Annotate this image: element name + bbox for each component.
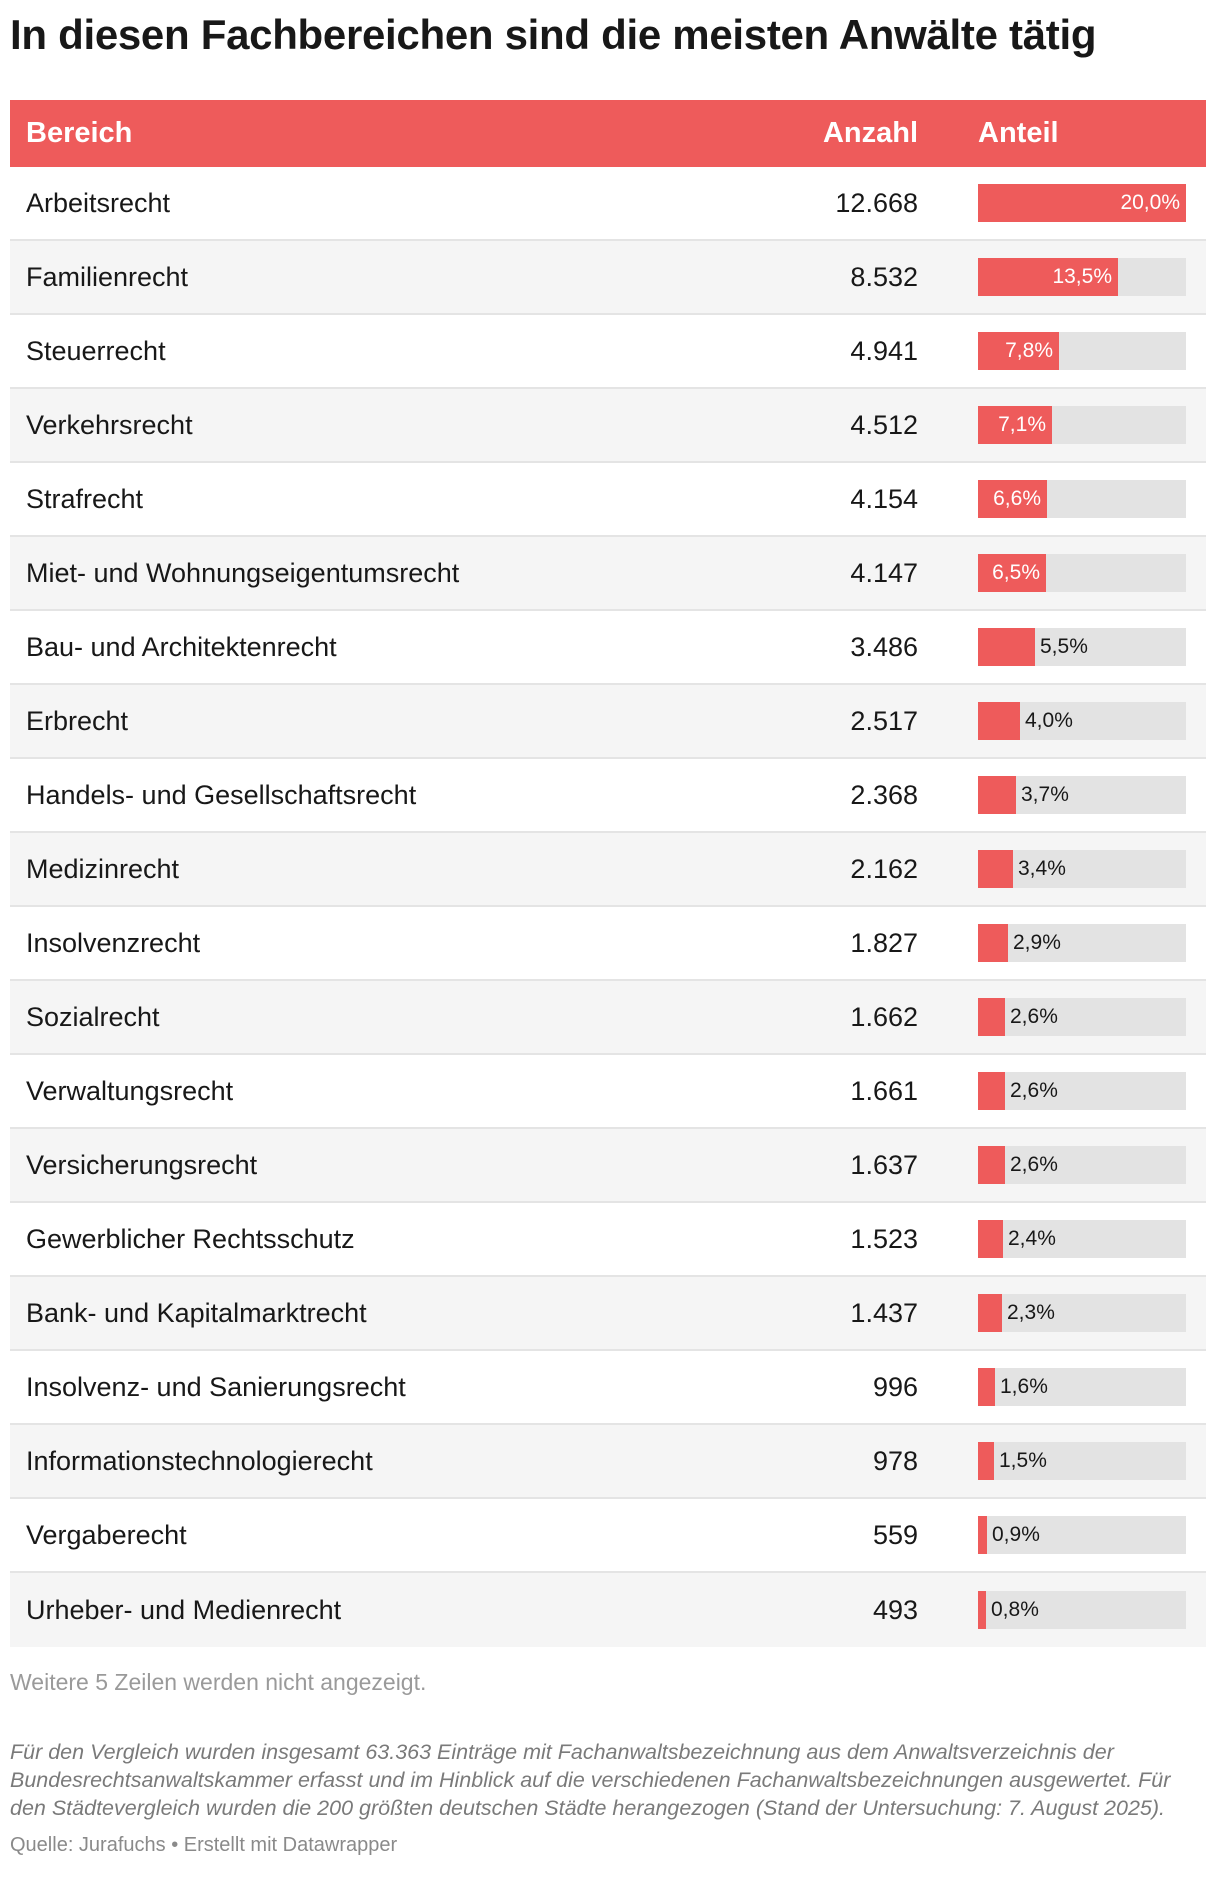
- share-label: 2,6%: [1010, 1153, 1058, 1176]
- row-anteil: [918, 258, 1206, 296]
- share-bar: [978, 1516, 987, 1554]
- share-bar: [978, 1368, 995, 1406]
- row-bereich: Medizinrecht: [26, 853, 180, 884]
- share-bar-track: [978, 406, 1186, 444]
- table-row: [10, 537, 1206, 611]
- share-bar-track: [978, 332, 1186, 370]
- share-bar: [978, 1442, 994, 1480]
- share-bar-track: [978, 924, 1186, 962]
- table-row: [10, 241, 1206, 315]
- footnote: Für den Vergleich wurden insgesamt 63.363 Einträge mit Fachanwaltsbezeichnung aus dem Anwaltsverzeichnis der Bundesrechtsanwaltskammer erfasst und im Hinblick auf die verschiedenen Fachanwaltsbezeichnungen ausgewertet. Für den Städtevergleich wurden die 200 größten deutschen Städte herangezogen (Stand der Untersuchung: 7. August 2025).: [10, 1740, 1171, 1820]
- table-row: [10, 315, 1206, 389]
- row-bereich: Verkehrsrecht: [26, 409, 193, 440]
- row-anteil: [918, 702, 1206, 740]
- row-bereich: Miet- und Wohnungseigentumsrecht: [26, 557, 460, 588]
- row-anteil: [918, 1591, 1206, 1629]
- share-label: 2,9%: [1013, 931, 1061, 954]
- row-anteil: [918, 628, 1206, 666]
- row-anteil: [918, 1072, 1206, 1110]
- table-row: [10, 759, 1206, 833]
- row-bereich: Sozialrecht: [26, 1001, 160, 1032]
- share-bar: [978, 1146, 1005, 1184]
- share-bar-track: [978, 554, 1186, 592]
- share-label: 0,9%: [992, 1523, 1040, 1546]
- share-bar: [978, 1072, 1005, 1110]
- table-row: [10, 611, 1206, 685]
- share-label: 13,5%: [1052, 265, 1112, 288]
- table-row: [10, 1203, 1206, 1277]
- row-anzahl: 8.532: [850, 261, 918, 292]
- share-label: 7,1%: [998, 413, 1046, 436]
- row-anzahl: 4.941: [850, 335, 918, 366]
- share-bar-track: [978, 850, 1186, 888]
- share-label: 2,6%: [1010, 1079, 1058, 1102]
- header-anteil[interactable]: Anteil: [978, 117, 1059, 149]
- chart-title: In diesen Fachbereichen sind die meisten Anwälte tätig: [10, 11, 1097, 58]
- row-anzahl: 2.517: [850, 705, 918, 736]
- share-label: 0,8%: [991, 1598, 1039, 1621]
- row-anzahl: 4.154: [850, 483, 918, 514]
- share-label: 2,6%: [1010, 1005, 1058, 1028]
- row-anteil: [918, 1442, 1206, 1480]
- row-anzahl: 4.147: [850, 557, 918, 588]
- row-bereich: Arbeitsrecht: [26, 187, 171, 218]
- table-row: [10, 1277, 1206, 1351]
- row-anteil: [918, 1516, 1206, 1554]
- share-bar-track: [978, 1294, 1186, 1332]
- table-row: [10, 833, 1206, 907]
- share-bar-track: [978, 1516, 1186, 1554]
- share-bar-track: [978, 184, 1186, 222]
- row-anzahl: 12.668: [835, 187, 918, 218]
- share-label: 2,3%: [1007, 1301, 1055, 1324]
- row-anteil: [918, 1220, 1206, 1258]
- table-row: [10, 685, 1206, 759]
- share-bar: [978, 776, 1016, 814]
- row-anteil: [918, 850, 1206, 888]
- share-bar: [978, 998, 1005, 1036]
- share-bar: [978, 850, 1013, 888]
- row-bereich: Familienrecht: [26, 261, 189, 292]
- table-row: [10, 167, 1206, 241]
- row-anzahl: 1.637: [850, 1149, 918, 1180]
- row-anzahl: 1.661: [850, 1075, 918, 1106]
- row-bereich: Versicherungsrecht: [26, 1149, 258, 1180]
- source-line: Quelle: Jurafuchs • Erstellt mit Datawrapper: [10, 1834, 398, 1856]
- share-bar-track: [978, 1146, 1186, 1184]
- row-bereich: Insolvenz- und Sanierungsrecht: [26, 1371, 406, 1402]
- row-anteil: [918, 332, 1206, 370]
- table-row: [10, 1055, 1206, 1129]
- row-bereich: Informationstechnologierecht: [26, 1445, 373, 1476]
- share-bar-track: [978, 628, 1186, 666]
- share-label: 2,4%: [1008, 1227, 1056, 1250]
- row-bereich: Urheber- und Medienrecht: [26, 1594, 342, 1625]
- table-row: [10, 1129, 1206, 1203]
- share-bar: [978, 702, 1020, 740]
- table-row: [10, 1351, 1206, 1425]
- table-row: [10, 389, 1206, 463]
- row-bereich: Bau- und Architektenrecht: [26, 631, 337, 662]
- row-anzahl: 1.662: [850, 1001, 918, 1032]
- row-anteil: [918, 406, 1206, 444]
- share-bar-track: [978, 998, 1186, 1036]
- share-bar-track: [978, 258, 1186, 296]
- data-table: [10, 100, 1206, 1647]
- table-row: [10, 907, 1206, 981]
- share-bar-track: [978, 480, 1186, 518]
- share-label: 20,0%: [1120, 191, 1180, 214]
- table-header: [10, 100, 1206, 167]
- share-bar-track: [978, 1591, 1186, 1629]
- table-body: [10, 167, 1206, 1647]
- row-bereich: Verwaltungsrecht: [26, 1075, 234, 1106]
- row-bereich: Insolvenzrecht: [26, 927, 201, 958]
- table-row: [10, 463, 1206, 537]
- share-bar: [978, 628, 1035, 666]
- row-anzahl: 2.162: [850, 853, 918, 884]
- row-bereich: Steuerrecht: [26, 335, 166, 366]
- share-label: 6,5%: [992, 561, 1040, 584]
- share-bar: [978, 1294, 1002, 1332]
- table-row: [10, 1425, 1206, 1499]
- row-anteil: [918, 184, 1206, 222]
- share-label: 4,0%: [1025, 709, 1073, 732]
- more-rows-note: Weitere 5 Zeilen werden nicht angezeigt.: [10, 1669, 427, 1695]
- share-label: 7,8%: [1005, 339, 1053, 362]
- share-label: 3,4%: [1018, 857, 1066, 880]
- table-row: [10, 1573, 1206, 1647]
- table-row: [10, 981, 1206, 1055]
- share-label: 5,5%: [1040, 635, 1088, 658]
- share-bar-track: [978, 702, 1186, 740]
- chart-container: [10, 0, 1206, 1857]
- row-anzahl: 996: [872, 1371, 918, 1402]
- share-label: 1,5%: [999, 1449, 1047, 1472]
- row-bereich: Strafrecht: [26, 483, 144, 514]
- row-anteil: [918, 1146, 1206, 1184]
- share-label: 1,6%: [1000, 1375, 1048, 1398]
- share-bar-track: [978, 776, 1186, 814]
- row-bereich: Bank- und Kapitalmarktrecht: [26, 1297, 367, 1328]
- share-bar: [978, 924, 1008, 962]
- share-bar-track: [978, 1072, 1186, 1110]
- row-anzahl: 2.368: [850, 779, 918, 810]
- row-bereich: Gewerblicher Rechtsschutz: [26, 1223, 355, 1254]
- row-anzahl: 3.486: [850, 631, 918, 662]
- row-bereich: Handels- und Gesellschaftsrecht: [26, 779, 417, 810]
- share-label: 3,7%: [1021, 783, 1069, 806]
- row-anzahl: 4.512: [850, 409, 918, 440]
- row-anzahl: 1.437: [850, 1297, 918, 1328]
- row-bereich: Vergaberecht: [26, 1519, 187, 1550]
- header-anzahl[interactable]: Anzahl: [822, 117, 918, 149]
- row-anteil: [918, 924, 1206, 962]
- row-anzahl: 1.827: [850, 927, 918, 958]
- header-bereich[interactable]: Bereich: [26, 117, 133, 149]
- row-anteil: [918, 1294, 1206, 1332]
- row-anzahl: 559: [872, 1519, 918, 1550]
- row-anteil: [918, 776, 1206, 814]
- share-bar: [978, 1591, 986, 1629]
- table-row: [10, 1499, 1206, 1573]
- row-anteil: [918, 1368, 1206, 1406]
- share-bar-track: [978, 1442, 1186, 1480]
- row-anteil: [918, 480, 1206, 518]
- row-anteil: [918, 998, 1206, 1036]
- share-bar: [978, 1220, 1003, 1258]
- row-anzahl: 493: [872, 1594, 918, 1625]
- share-bar-track: [978, 1368, 1186, 1406]
- row-bereich: Erbrecht: [26, 705, 129, 736]
- row-anzahl: 978: [872, 1445, 918, 1476]
- share-bar-track: [978, 1220, 1186, 1258]
- row-anzahl: 1.523: [850, 1223, 918, 1254]
- row-anteil: [918, 554, 1206, 592]
- share-label: 6,6%: [993, 487, 1041, 510]
